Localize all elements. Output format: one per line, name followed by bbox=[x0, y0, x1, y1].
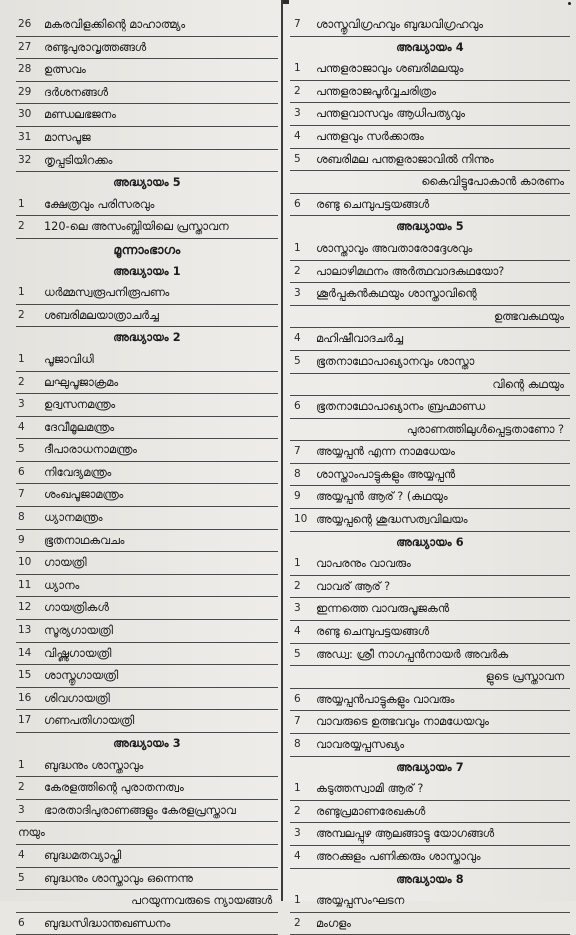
entry-number: 4 bbox=[294, 625, 301, 638]
entry-title: ഭൂതനാഥോപാഖ്യാനം ബ്രഹ്മാണ്ഡ bbox=[316, 400, 485, 414]
entry-number: 4 bbox=[294, 849, 301, 862]
contents-entry bbox=[16, 59, 278, 82]
contents-entry bbox=[290, 261, 570, 284]
entry-number: 30 bbox=[18, 108, 32, 121]
entry-title: രണ്ടു ചെമ്പുപട്ടയങ്ങൾ bbox=[316, 625, 429, 639]
contents-entry bbox=[290, 464, 570, 487]
contents-entry bbox=[290, 81, 570, 104]
chapter-heading: അദ്ധ്യായം 2 bbox=[113, 331, 181, 345]
entry-title: കൈവിട്ടുപോകാൻ കാരണം bbox=[421, 175, 564, 189]
entry-title: ഉത്ഭവകഥയും bbox=[494, 309, 564, 323]
contents-entry bbox=[16, 14, 278, 37]
entry-number: 1 bbox=[294, 62, 301, 75]
entry-number: 3 bbox=[294, 287, 301, 300]
contents-entry bbox=[16, 688, 278, 711]
contents-entry bbox=[16, 372, 278, 395]
entry-title: ദർശനങ്ങൾ bbox=[44, 85, 108, 99]
entry-number: 5 bbox=[294, 647, 301, 660]
contents-entry bbox=[290, 846, 570, 869]
entry-number: 2 bbox=[294, 264, 301, 277]
entry-title: ഇന്നത്തെ വാവരുപൂജകൻ bbox=[316, 602, 449, 616]
entry-title: ക്ഷേത്രവും പരിസരവും bbox=[44, 197, 155, 211]
entry-title: ശൂർപ്പകൻകഥയും ശാസ്താവിന്റെ bbox=[316, 287, 477, 301]
contents-entry bbox=[16, 777, 278, 800]
contents-column-left bbox=[16, 14, 278, 935]
entry-title: ധ്യാനമന്ത്രം bbox=[44, 511, 103, 525]
entry-title: ളുടെ പ്രസ്താവന bbox=[485, 670, 564, 684]
contents-entry bbox=[290, 890, 570, 913]
contents-entry bbox=[290, 598, 570, 621]
contents-entry bbox=[290, 711, 570, 734]
entry-title: മഹിഷീവാദചർച്ച bbox=[316, 332, 403, 346]
contents-entry bbox=[16, 282, 278, 305]
entry-continuation bbox=[290, 374, 570, 397]
entry-title: ശാസ്താവും അവതാരോദ്ദേശവും bbox=[316, 241, 473, 255]
entry-title: ശാസ്താംപാട്ടുകളും അയ്യപ്പൻ bbox=[316, 467, 455, 481]
entry-title: സൂര്യഗായത്രി bbox=[44, 624, 113, 638]
contents-entry bbox=[16, 394, 278, 417]
contents-entry bbox=[16, 194, 278, 217]
contents-entry bbox=[16, 845, 278, 868]
entry-number: 4 bbox=[294, 332, 301, 345]
chapter-heading: അദ്ധ്യായം 6 bbox=[396, 535, 464, 549]
entry-title: പന്തളരാജാവും ശബരിമലയും bbox=[316, 62, 464, 76]
entry-title: രണ്ടുപ്രമാണരേഖകൾ bbox=[316, 804, 426, 818]
entry-number: 5 bbox=[294, 354, 301, 367]
entry-number: 8 bbox=[294, 467, 301, 480]
entry-title: ദേവീമൂലമന്ത്രം bbox=[44, 420, 115, 434]
entry-title: രണ്ടു ചെമ്പുപട്ടയങ്ങൾ bbox=[316, 197, 429, 211]
entry-title: ധ്യാനം bbox=[44, 578, 80, 592]
entry-title: പൂജാവിധി bbox=[44, 352, 94, 366]
entry-number: 7 bbox=[294, 445, 301, 458]
entry-number: 16 bbox=[18, 691, 32, 704]
entry-title: പന്തളവും സർക്കാരും bbox=[316, 129, 424, 143]
entry-number: 3 bbox=[18, 398, 25, 411]
contents-entry bbox=[290, 486, 570, 509]
entry-title: ഗണപതിഗായത്രി bbox=[44, 714, 135, 728]
contents-entry bbox=[16, 37, 278, 60]
contents-entry bbox=[290, 913, 570, 935]
entry-continuation bbox=[290, 666, 570, 689]
entry-number: 2 bbox=[18, 308, 25, 321]
contents-entry bbox=[290, 621, 570, 644]
contents-entry bbox=[16, 82, 278, 105]
entry-title: വിന്റെ കഥയും bbox=[492, 377, 564, 391]
entry-number: 1 bbox=[294, 241, 301, 254]
entry-continuation bbox=[290, 419, 570, 442]
contents-entry bbox=[290, 14, 570, 37]
contents-entry bbox=[290, 778, 570, 801]
entry-number: 2 bbox=[294, 84, 301, 97]
entry-number: 2 bbox=[18, 781, 25, 794]
entry-title: മാസപൂജ bbox=[44, 130, 91, 144]
entry-title: ഭൂതനാഥകവചം bbox=[44, 533, 125, 547]
chapter-heading: അദ്ധ്യായം 4 bbox=[396, 40, 464, 54]
entry-title: ഉദ്വസനമന്ത്രം bbox=[44, 398, 116, 412]
contents-column-right bbox=[290, 14, 570, 935]
contents-entry bbox=[290, 823, 570, 846]
entry-title: ശാസ്തൃഗായത്രി bbox=[44, 669, 119, 683]
contents-entry bbox=[16, 349, 278, 372]
entry-number: 2 bbox=[294, 579, 301, 592]
entry-title: ശബരിമല പന്തളരാജാവിൽ നിന്നും bbox=[316, 152, 494, 166]
entry-number: 7 bbox=[294, 18, 301, 30]
entry-title: ഉത്സവം bbox=[44, 63, 86, 77]
chapter-heading: അദ്ധ്യായം 1 bbox=[113, 264, 181, 278]
entry-title: അയ്യപ്പസംഘടന bbox=[316, 894, 405, 908]
entry-number: 3 bbox=[294, 602, 301, 615]
entry-number: 6 bbox=[294, 400, 301, 413]
entry-number: 5 bbox=[294, 152, 301, 165]
entry-title: അഡ്വ: ശ്രീ നാഗപ്പൻനായർ അവർക bbox=[316, 647, 509, 661]
contents-entry bbox=[16, 417, 278, 440]
contents-entry bbox=[16, 507, 278, 530]
entry-number: 6 bbox=[294, 692, 301, 705]
entry-title: മംഗളം bbox=[316, 916, 351, 930]
entry-continuation bbox=[290, 171, 570, 194]
entry-number: 1 bbox=[294, 557, 301, 570]
entry-title: ഗായത്രികൾ bbox=[44, 601, 109, 615]
contents-entry bbox=[290, 194, 570, 217]
entry-title: അയ്യപ്പൻ എന്ന നാമധേയം bbox=[316, 445, 455, 459]
entry-title: നയും bbox=[18, 826, 45, 840]
entry-title: വാവര് ആര് ? bbox=[316, 579, 391, 593]
contents-entry bbox=[16, 305, 278, 328]
entry-number: 2 bbox=[18, 375, 25, 388]
entry-title: ശബരിമലയാത്രാചർച്ച bbox=[44, 308, 159, 322]
entry-title: ലഘുപൂജാക്രമം bbox=[44, 375, 119, 389]
contents-entry bbox=[290, 283, 570, 306]
speck bbox=[568, 2, 571, 5]
entry-number: 4 bbox=[294, 129, 301, 142]
entry-number: 2 bbox=[294, 916, 301, 929]
chapter-heading: അദ്ധ്യായം 5 bbox=[113, 176, 181, 190]
contents-entry bbox=[290, 509, 570, 532]
entry-number: 5 bbox=[18, 871, 25, 884]
entry-title: ശാസ്തൃവിഗ്രഹവും ബുദ്ധവിഗ്രഹവും bbox=[316, 18, 483, 31]
contents-entry bbox=[290, 58, 570, 81]
contents-entry bbox=[16, 216, 278, 239]
entry-continuation bbox=[290, 306, 570, 329]
entry-title: പുരാണത്തിലുൾപ്പെട്ടതാണോ ? bbox=[406, 422, 564, 436]
contents-entry bbox=[290, 396, 570, 419]
entry-title: ദീപാരാധനാമന്ത്രം bbox=[44, 443, 137, 457]
contents-entry bbox=[16, 710, 278, 733]
chapter-heading: അദ്ധ്യായം 3 bbox=[113, 737, 181, 750]
entry-title: മണ്ഡലഭജനം bbox=[44, 108, 116, 122]
contents-entry bbox=[290, 103, 570, 126]
entry-number: 15 bbox=[18, 669, 32, 682]
entry-title: പറയുന്നവരുടെ ന്യായങ്ങൾ bbox=[131, 894, 272, 908]
chapter-heading: അദ്ധ്യായം 7 bbox=[396, 760, 464, 774]
entry-title: അയ്യപ്പൻപാട്ടുകളും വാവരും bbox=[316, 692, 455, 706]
entry-number: 26 bbox=[18, 18, 32, 30]
entry-title: രണ്ടുപുരാവൃത്തങ്ങൾ bbox=[44, 40, 147, 54]
entry-number: 5 bbox=[18, 443, 25, 456]
entry-number: 3 bbox=[294, 827, 301, 840]
chapter-heading: അദ്ധ്യായം 8 bbox=[396, 872, 464, 886]
entry-number: 6 bbox=[294, 197, 301, 210]
entry-number: 31 bbox=[18, 130, 32, 143]
entry-number: 11 bbox=[18, 578, 32, 591]
entry-title: ബുദ്ധമതവ്യാപ്തി bbox=[44, 848, 122, 862]
contents-entry bbox=[16, 439, 278, 462]
contents-entry bbox=[16, 104, 278, 127]
entry-title: ഭൂതനാഥോപാഖ്യാനവും ശാസ്താ bbox=[316, 354, 475, 368]
entry-title: ധർമ്മസ്വരൂപനിരൂപണം bbox=[44, 286, 170, 300]
entry-number: 3 bbox=[294, 107, 301, 120]
entry-number: 9 bbox=[294, 490, 301, 503]
contents-entry bbox=[16, 665, 278, 688]
entry-title: ഭാരതാദിപുരാണങ്ങളും കേരളപ്രസ്താവ bbox=[44, 803, 236, 817]
entry-number: 2 bbox=[294, 804, 301, 817]
entry-title: വാവരുടെ ഉത്ഭവവും നാമധേയവും bbox=[316, 715, 489, 729]
entry-number: 1 bbox=[18, 197, 25, 210]
entry-title: ശംഖപൂജാമന്ത്രം bbox=[44, 488, 124, 502]
entry-title: കേരളത്തിന്റെ പുരാതനത്വം bbox=[44, 781, 184, 795]
contents-entry bbox=[16, 552, 278, 575]
contents-entry bbox=[16, 620, 278, 643]
entry-number: 1 bbox=[18, 286, 25, 299]
entry-title: വാവരയ്യപ്പസഖ്യം bbox=[316, 738, 405, 751]
entry-title: 120-ലെ അസംബ്ലിയിലെ പ്രസ്താവന bbox=[44, 220, 229, 234]
contents-entry bbox=[290, 441, 570, 464]
entry-title: അമ്പലപ്പുഴ ആലങ്ങാട്ടു യോഗങ്ങൾ bbox=[316, 827, 494, 841]
entry-title: പന്തളവാസവും ആധിപത്യവും bbox=[316, 107, 465, 121]
binding-mark bbox=[283, 0, 289, 4]
column-divider bbox=[281, 0, 283, 901]
contents-entry bbox=[16, 643, 278, 666]
entry-number: 14 bbox=[18, 646, 32, 659]
entry-title: നിവേദ്യമന്ത്രം bbox=[44, 465, 112, 479]
contents-entry bbox=[290, 801, 570, 824]
chapter-heading: മൂന്നാംഭാഗം bbox=[113, 241, 181, 257]
entry-continuation bbox=[16, 822, 278, 845]
entry-number: 32 bbox=[18, 153, 32, 166]
contents-entry bbox=[16, 484, 278, 507]
entry-title: ശിവഗായത്രി bbox=[44, 691, 110, 705]
entry-number: 10 bbox=[294, 513, 308, 526]
contents-entry bbox=[290, 689, 570, 712]
entry-title: മകരവിളക്കിന്റെ മാഹാത്മ്യം bbox=[44, 18, 186, 31]
contents-entry bbox=[16, 800, 278, 823]
entry-title: അറക്കുളം പണിക്കരും ശാസ്താവും bbox=[316, 849, 481, 863]
entry-number: 8 bbox=[18, 511, 25, 524]
contents-entry bbox=[290, 351, 570, 374]
entry-number: 28 bbox=[18, 63, 32, 76]
entry-number: 7 bbox=[18, 488, 25, 501]
entry-continuation bbox=[16, 890, 278, 913]
entry-number: 10 bbox=[18, 556, 32, 569]
contents-entry bbox=[290, 126, 570, 149]
entry-number: 3 bbox=[18, 803, 25, 816]
entry-title: അയ്യപ്പൻ ആര് ? (കഥയും bbox=[316, 490, 448, 504]
entry-title: കടുത്തസ്വാമി ആര് ? bbox=[316, 782, 424, 796]
entry-number: 29 bbox=[18, 85, 32, 98]
entry-number: 1 bbox=[18, 352, 25, 365]
contents-entry bbox=[16, 150, 278, 173]
entry-number: 6 bbox=[18, 916, 25, 929]
entry-number: 4 bbox=[18, 420, 25, 433]
contents-entry bbox=[290, 734, 570, 757]
contents-entry bbox=[290, 553, 570, 576]
entry-title: അയ്യപ്പന്റെ ശുദ്ധസത്വവിലയം bbox=[316, 513, 468, 527]
contents-entry bbox=[290, 328, 570, 351]
contents-entry bbox=[16, 530, 278, 553]
entry-number: 8 bbox=[294, 738, 301, 750]
contents-entry bbox=[290, 644, 570, 667]
entry-title: ബുദ്ധനും ശാസ്താവും bbox=[44, 758, 144, 772]
entry-number: 27 bbox=[18, 40, 32, 53]
entry-number: 1 bbox=[294, 894, 301, 907]
entry-number: 6 bbox=[18, 465, 25, 478]
entry-title: ബുദ്ധസിദ്ധാന്തഖണ്ഡനം bbox=[44, 916, 171, 930]
contents-entry bbox=[16, 462, 278, 485]
entry-number: 2 bbox=[18, 220, 25, 233]
chapter-heading: അദ്ധ്യായം 5 bbox=[396, 220, 464, 234]
contents-entry bbox=[290, 238, 570, 261]
entry-title: പന്തളരാജപൂർവ്വചരിത്രം bbox=[316, 84, 436, 98]
contents-entry bbox=[16, 755, 278, 778]
entry-number: 1 bbox=[18, 758, 25, 771]
contents-entry bbox=[16, 575, 278, 598]
contents-entry bbox=[16, 868, 278, 891]
entry-number: 9 bbox=[18, 533, 25, 546]
entry-number: 12 bbox=[18, 601, 32, 614]
entry-title: തൃപ്പടിയിറക്കം bbox=[44, 153, 113, 167]
entry-title: വിഷ്ണുഗായത്രി bbox=[44, 646, 112, 660]
contents-entry bbox=[290, 149, 570, 172]
entry-title: പാലാഴിമഥനം അർത്ഥവാദകഥയോ? bbox=[316, 264, 505, 278]
entry-number: 1 bbox=[294, 782, 301, 795]
entry-number: 7 bbox=[294, 715, 301, 728]
entry-title: വാപരനും വാവരും bbox=[316, 557, 411, 571]
contents-entry bbox=[290, 576, 570, 599]
entry-title: ബുദ്ധനും ശാസ്താവും ഒന്നെന്നു bbox=[44, 871, 193, 885]
entry-number: 17 bbox=[18, 714, 32, 727]
entry-number: 13 bbox=[18, 624, 32, 637]
contents-entry bbox=[16, 127, 278, 150]
contents-entry bbox=[16, 913, 278, 935]
entry-title: ഗായത്രി bbox=[44, 556, 87, 570]
contents-entry bbox=[16, 597, 278, 620]
entry-number: 4 bbox=[18, 848, 25, 861]
